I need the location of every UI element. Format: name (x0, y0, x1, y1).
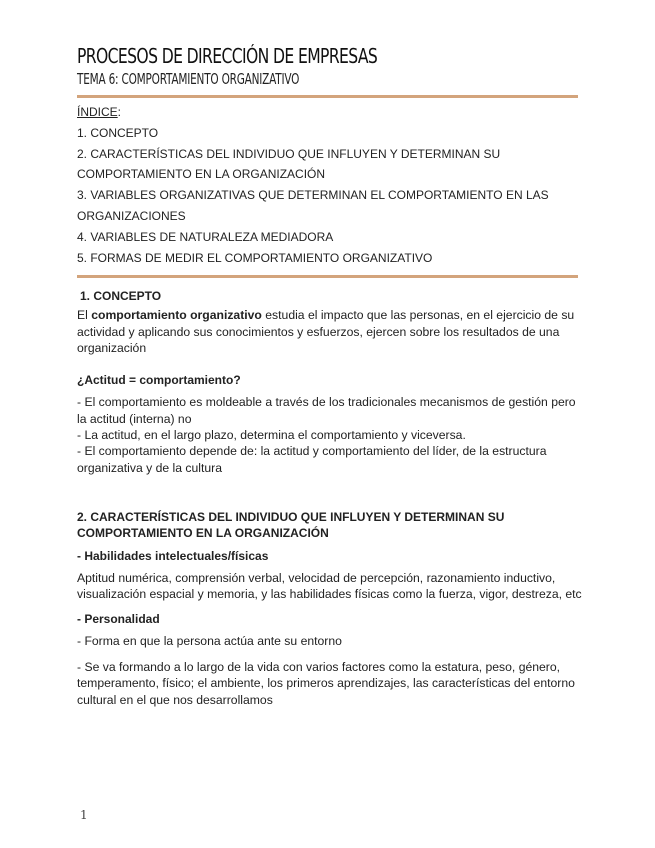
index-item: COMPORTAMIENTO EN LA ORGANIZACIÓN (77, 167, 326, 182)
table-of-contents (77, 102, 582, 268)
page-number: 1 (80, 808, 88, 822)
document-subtitle: TEMA 6: COMPORTAMIENTO ORGANIZATIVO (77, 70, 300, 88)
section2-sub2-point: - Forma en que la persona actúa ante su entorno (77, 633, 342, 648)
divider-index (77, 275, 578, 278)
intro-bold-term: comportamiento organizativo (91, 308, 262, 323)
section1-heading: 1. CONCEPTO (80, 289, 162, 303)
index-heading-colon: : (117, 105, 122, 119)
section1-point: - El comportamiento depende de: la actitud y comportamiento del líder, de la estructura organizativa y de la cultura (77, 444, 547, 475)
section2-sub2-heading: - Personalidad (77, 612, 160, 627)
document-title: PROCESOS DE DIRECCIÓN DE EMPRESAS (77, 44, 378, 68)
index-heading-line (77, 102, 582, 123)
intro-prefix: El (77, 308, 92, 323)
section1-point: - La actitud, en el largo plazo, determina el comportamiento y viceversa. (77, 428, 466, 443)
index-item: 4. VARIABLES DE NATURALEZA MEDIADORA (77, 229, 334, 244)
section2-heading: 2. CARACTERÍSTICAS DEL INDIVIDUO QUE INFLUYEN Y DETERMINAN SU COMPORTAMIENTO EN LA ORGANIZACIÓN (77, 509, 505, 541)
index-item: 5. FORMAS DE MEDIR EL COMPORTAMIENTO ORGANIZATIVO (77, 250, 433, 265)
section1-point: - El comportamiento es moldeable a través de los tradicionales mecanismos de gestión pero la actitud (interna) no (77, 395, 576, 426)
index-heading: ÍNDICE (77, 105, 118, 119)
intro-rest: estudia el impacto que las personas, en el ejercicio de su actividad y aplicando sus conocimientos y esfuerzos, ejercen sobre los resultados de una organización (77, 308, 575, 355)
section2-sub2-point: - Se va formando a lo largo de la vida con varios factores como la estatura, peso, género, temperamento, físico; el ambiente, los primeros aprendizajes, las características del entorno cultural en el que nos desarrollamos (77, 660, 575, 707)
index-item: 3. VARIABLES ORGANIZATIVAS QUE DETERMINAN EL COMPORTAMIENTO EN LAS (77, 188, 549, 203)
section1-question: ¿Actitud = comportamiento? (77, 373, 241, 388)
index-item: 1. CONCEPTO (77, 125, 159, 140)
document-body (77, 288, 582, 708)
divider-top (77, 95, 578, 98)
index-item: 2. CARACTERÍSTICAS DEL INDIVIDUO QUE INFLUYEN Y DETERMINAN SU (77, 146, 501, 161)
section2-sub1-heading: - Habilidades intelectuales/físicas (77, 548, 269, 563)
section2-sub1-text: Aptitud numérica, comprensión verbal, velocidad de percepción, razonamiento inductivo, visualización espacial y memoria, y las habilidades físicas como la fuerza, vigor, destreza, etc (77, 570, 582, 602)
index-item: ORGANIZACIONES (77, 208, 186, 223)
section1-intro (77, 307, 582, 356)
